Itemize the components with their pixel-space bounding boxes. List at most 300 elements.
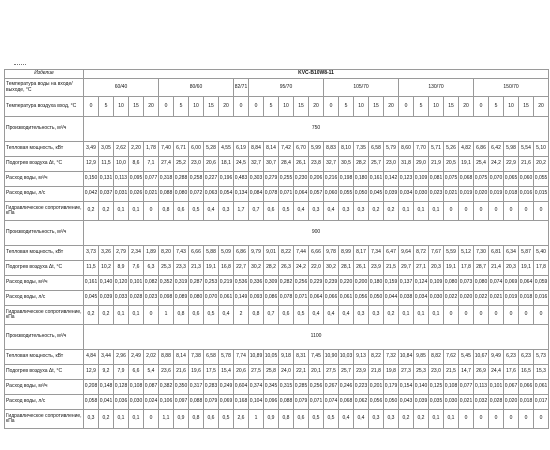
data-cell: 22,7 — [234, 261, 249, 276]
data-cell: 2,79 — [114, 246, 129, 261]
data-cell: 24,4 — [489, 365, 504, 380]
data-cell: 0,3 — [84, 410, 99, 429]
data-cell: 23,0 — [429, 365, 444, 380]
data-cell: 0,161 — [369, 172, 384, 187]
data-cell: 0,140 — [414, 380, 429, 395]
data-cell: 21,5 — [444, 365, 459, 380]
data-cell: 0,093 — [249, 291, 264, 306]
row-label: Гидравлическое сопротивление, кПа — [5, 202, 84, 221]
data-cell: 0 — [459, 202, 474, 221]
data-cell: 0,246 — [339, 380, 354, 395]
data-cell: 10,03 — [339, 350, 354, 365]
data-cell: 0,1 — [399, 306, 414, 325]
data-cell: 0,1 — [129, 306, 144, 325]
data-cell: 24,2 — [294, 261, 309, 276]
data-cell: 0,249 — [219, 380, 234, 395]
data-cell: 25,4 — [474, 157, 489, 172]
data-cell: 26,9 — [474, 365, 489, 380]
capacity-row — [5, 221, 549, 246]
data-cell: 12,9 — [84, 157, 99, 172]
data-cell: 21,3 — [189, 261, 204, 276]
data-cell: 0,036 — [114, 395, 129, 410]
water-temp-group: 80/60 — [159, 79, 234, 97]
data-cell: 5,99 — [309, 142, 324, 157]
data-cell: 0,109 — [429, 276, 444, 291]
air-temp-value: 0 — [84, 97, 99, 117]
data-cell: 0,055 — [339, 187, 354, 202]
data-cell: 0,604 — [234, 380, 249, 395]
data-cell: 0,3 — [369, 410, 384, 429]
data-cell: 6,6 — [129, 365, 144, 380]
data-cell: 0,039 — [99, 291, 114, 306]
data-cell: 0,120 — [114, 276, 129, 291]
data-cell: 0,084 — [249, 187, 264, 202]
air-temp-value: 15 — [519, 97, 534, 117]
data-cell: 17,8 — [534, 261, 549, 276]
data-cell: 0 — [444, 202, 459, 221]
row-label: Тепловая мощность, кВт — [5, 350, 84, 365]
data-cell: 0 — [489, 306, 504, 325]
data-cell: 5,26 — [444, 142, 459, 157]
capacity-row — [5, 325, 549, 350]
data-cell: 5,78 — [219, 350, 234, 365]
data-cell: 5,71 — [429, 142, 444, 157]
data-cell: 0,5 — [324, 410, 339, 429]
data-cell: 0,303 — [249, 172, 264, 187]
data-cell: 0,2 — [369, 202, 384, 221]
data-cell: 0,037 — [99, 187, 114, 202]
water-temp-group: 82/71 — [234, 79, 249, 97]
data-cell: 25,2 — [174, 157, 189, 172]
data-cell: 0,078 — [264, 187, 279, 202]
data-cell: 0,229 — [309, 276, 324, 291]
data-cell: 0,5 — [279, 202, 294, 221]
data-cell: 8,83 — [324, 142, 339, 157]
data-cell: 0,350 — [174, 380, 189, 395]
data-cell: 27,3 — [399, 365, 414, 380]
data-cell: 0,106 — [159, 395, 174, 410]
data-cell: 0,041 — [99, 395, 114, 410]
data-cell: 0,043 — [399, 395, 414, 410]
data-cell: 21,6 — [174, 365, 189, 380]
data-cell: 0,309 — [264, 276, 279, 291]
data-cell: 0,035 — [429, 395, 444, 410]
data-cell: 8,82 — [429, 350, 444, 365]
data-cell: 19,1 — [204, 261, 219, 276]
data-cell: 0 — [534, 410, 549, 429]
data-cell: 9,13 — [354, 350, 369, 365]
data-cell: 8,20 — [159, 246, 174, 261]
data-cell: 10,90 — [324, 350, 339, 365]
data-cell: 0,038 — [399, 291, 414, 306]
data-cell: 0,088 — [279, 395, 294, 410]
data-cell: 0 — [504, 410, 519, 429]
air-temp-value: 10 — [114, 97, 129, 117]
data-cell: 0,071 — [279, 187, 294, 202]
data-cell: 0,061 — [534, 380, 549, 395]
data-cell: 17,8 — [459, 261, 474, 276]
data-cell: 0,060 — [324, 187, 339, 202]
data-row — [5, 365, 549, 380]
data-cell: 6,70 — [294, 142, 309, 157]
data-cell: 0,073 — [459, 276, 474, 291]
data-cell: 0,255 — [279, 172, 294, 187]
data-cell: 22,1 — [294, 365, 309, 380]
data-cell: 7,62 — [444, 350, 459, 365]
data-cell: 7,67 — [429, 246, 444, 261]
data-cell: 0,1 — [399, 202, 414, 221]
data-cell: 7,34 — [369, 246, 384, 261]
water-temp-label: Температура воды на входе/выходе, °С — [5, 79, 84, 97]
data-cell: 4,82 — [459, 142, 474, 157]
data-cell: 0,062 — [354, 395, 369, 410]
data-cell: 28,7 — [474, 261, 489, 276]
data-cell: 7,35 — [354, 142, 369, 157]
data-cell: 7,30 — [474, 246, 489, 261]
data-cell: 5,09 — [219, 246, 234, 261]
data-cell: 0,2 — [99, 306, 114, 325]
data-cell: 8,60 — [399, 142, 414, 157]
data-cell: 2 — [234, 306, 249, 325]
data-cell: 26,3 — [279, 261, 294, 276]
data-cell: 0,104 — [249, 395, 264, 410]
data-cell: 0,113 — [114, 172, 129, 187]
data-cell: 12,9 — [84, 365, 99, 380]
row-label: Подогрев воздуха Δt, °С — [5, 365, 84, 380]
data-cell: 0,5 — [219, 410, 234, 429]
data-cell: 0 — [534, 306, 549, 325]
data-row — [5, 276, 549, 291]
data-cell: 0,082 — [144, 276, 159, 291]
data-cell: 0,318 — [159, 172, 174, 187]
data-cell: 0,2 — [384, 306, 399, 325]
data-cell: 5,54 — [519, 142, 534, 157]
data-cell: 0,1 — [414, 202, 429, 221]
air-temp-value: 0 — [159, 97, 174, 117]
data-cell: 0,067 — [504, 380, 519, 395]
capacity-row — [5, 117, 549, 142]
data-cell: 0,1 — [114, 306, 129, 325]
data-cell: 0,050 — [384, 395, 399, 410]
data-cell: 0,020 — [459, 291, 474, 306]
data-cell: 11,5 — [84, 261, 99, 276]
data-cell: 0,6 — [174, 202, 189, 221]
data-cell: 20,2 — [534, 157, 549, 172]
air-temp-value: 10 — [279, 97, 294, 117]
data-cell: 0,352 — [159, 276, 174, 291]
data-cell: 0,024 — [144, 395, 159, 410]
data-cell: 0,080 — [474, 276, 489, 291]
row-label: Подогрев воздуха Δt, °С — [5, 261, 84, 276]
data-cell: 0,159 — [384, 276, 399, 291]
data-cell: 0,071 — [294, 291, 309, 306]
data-cell: 0,089 — [174, 291, 189, 306]
data-cell: 23,0 — [189, 157, 204, 172]
air-temp-value: 10 — [429, 97, 444, 117]
data-cell: 0,078 — [279, 291, 294, 306]
data-cell: 4,84 — [84, 350, 99, 365]
data-cell: 8,22 — [279, 246, 294, 261]
data-cell: 6,58 — [204, 350, 219, 365]
data-cell: 0,066 — [519, 380, 534, 395]
data-cell: 0,149 — [234, 291, 249, 306]
data-cell: 2,96 — [114, 350, 129, 365]
air-temp-value: 15 — [204, 97, 219, 117]
data-cell: 8,17 — [354, 246, 369, 261]
data-cell: 0,055 — [534, 172, 549, 187]
data-cell: 14,7 — [459, 365, 474, 380]
data-cell: 30,5 — [339, 157, 354, 172]
data-cell: 0,142 — [384, 172, 399, 187]
data-cell: 0,206 — [309, 172, 324, 187]
data-cell: 9,79 — [249, 246, 264, 261]
data-cell: 0,034 — [414, 291, 429, 306]
data-cell: 23,6 — [159, 365, 174, 380]
data-cell: 0,148 — [99, 380, 114, 395]
data-cell: 0,2 — [84, 202, 99, 221]
data-cell: 0 — [144, 202, 159, 221]
data-cell: 20,5 — [444, 157, 459, 172]
air-temp-value: 20 — [309, 97, 324, 117]
data-cell: 5,87 — [519, 246, 534, 261]
data-cell: 7,32 — [384, 350, 399, 365]
data-cell: 0,125 — [429, 380, 444, 395]
data-cell: 0,045 — [84, 291, 99, 306]
data-row — [5, 306, 549, 325]
data-cell: 3,73 — [84, 246, 99, 261]
data-cell: 0,030 — [444, 395, 459, 410]
data-cell: 0,200 — [354, 276, 369, 291]
data-cell: 0,075 — [444, 172, 459, 187]
data-cell: 0,4 — [339, 410, 354, 429]
air-temp-value: 15 — [294, 97, 309, 117]
data-cell: 5,79 — [384, 142, 399, 157]
data-cell: 0,068 — [339, 395, 354, 410]
data-cell: 27,5 — [324, 365, 339, 380]
data-cell: 0,9 — [264, 410, 279, 429]
data-cell: 0,483 — [234, 172, 249, 187]
data-cell: 0,045 — [369, 187, 384, 202]
data-cell: 0 — [144, 410, 159, 429]
data-cell: 6,34 — [504, 246, 519, 261]
data-cell: 0,020 — [474, 187, 489, 202]
data-cell: 0,015 — [534, 187, 549, 202]
data-cell: 9,49 — [489, 350, 504, 365]
data-cell: 0,086 — [264, 291, 279, 306]
data-cell: 5,73 — [534, 350, 549, 365]
data-cell: 0,021 — [459, 395, 474, 410]
data-cell: 0,3 — [354, 202, 369, 221]
data-cell: 20,6 — [234, 365, 249, 380]
data-cell: 0,022 — [444, 291, 459, 306]
data-cell: 20,3 — [504, 261, 519, 276]
data-cell: 10,2 — [99, 261, 114, 276]
data-cell: 0,4 — [294, 202, 309, 221]
data-cell: 0,069 — [219, 395, 234, 410]
data-cell: 0 — [459, 306, 474, 325]
data-cell: 23,8 — [309, 157, 324, 172]
data-cell: 7,45 — [309, 350, 324, 365]
data-cell: 0,220 — [339, 276, 354, 291]
data-cell: 3,05 — [99, 142, 114, 157]
data-cell: 0,198 — [339, 172, 354, 187]
data-cell: 0,4 — [219, 306, 234, 325]
data-cell: 0,031 — [114, 187, 129, 202]
data-cell: 28,1 — [339, 261, 354, 276]
data-cell: 0 — [489, 202, 504, 221]
data-cell: 5,40 — [534, 246, 549, 261]
data-cell: 29,7 — [399, 261, 414, 276]
data-cell: 0,056 — [354, 291, 369, 306]
data-cell: 2,6 — [234, 410, 249, 429]
data-cell: 23,9 — [369, 261, 384, 276]
data-cell: 16,5 — [519, 365, 534, 380]
air-temp-value: 10 — [504, 97, 519, 117]
data-cell: 0,028 — [129, 291, 144, 306]
data-cell: 0,018 — [519, 291, 534, 306]
data-row — [5, 395, 549, 410]
data-cell: 9,18 — [279, 350, 294, 365]
data-cell: 0,2 — [84, 306, 99, 325]
data-cell: 0,018 — [519, 395, 534, 410]
data-cell: 0,150 — [84, 172, 99, 187]
data-cell: 0,066 — [324, 291, 339, 306]
data-cell: 0,1 — [129, 202, 144, 221]
data-cell: 0,256 — [294, 276, 309, 291]
data-cell: 2,02 — [144, 350, 159, 365]
data-cell: 7,9 — [114, 365, 129, 380]
data-cell: 0,219 — [219, 276, 234, 291]
data-cell: 0,2 — [99, 410, 114, 429]
air-temp-value: 20 — [219, 97, 234, 117]
data-cell: 17,5 — [204, 365, 219, 380]
data-cell: 27,1 — [414, 261, 429, 276]
data-cell: 8,99 — [339, 246, 354, 261]
data-cell: 0,079 — [294, 395, 309, 410]
data-cell: 31,8 — [399, 157, 414, 172]
data-cell: 0,267 — [324, 380, 339, 395]
row-label: Расход воды, м³/ч — [5, 276, 84, 291]
capacity-label: Производительность, м³/ч — [5, 117, 84, 142]
data-cell: 0,068 — [459, 172, 474, 187]
data-cell: 6,42 — [489, 142, 504, 157]
data-row — [5, 350, 549, 365]
data-cell: 0,5 — [189, 202, 204, 221]
data-cell: 8,84 — [249, 142, 264, 157]
spec-table — [4, 69, 549, 429]
data-cell: 8,88 — [159, 350, 174, 365]
data-cell: 7,70 — [414, 142, 429, 157]
data-cell: 0 — [519, 202, 534, 221]
data-cell: 0,6 — [204, 410, 219, 429]
data-cell: 0,208 — [84, 380, 99, 395]
data-cell: 5,4 — [144, 365, 159, 380]
data-cell: 0,060 — [519, 172, 534, 187]
data-cell: 0,079 — [204, 395, 219, 410]
data-cell: 0,2 — [399, 410, 414, 429]
water-temp-group: 105/70 — [324, 79, 399, 97]
data-cell: 19,8 — [384, 365, 399, 380]
air-temp-value: 20 — [144, 97, 159, 117]
data-cell: 0,074 — [489, 276, 504, 291]
data-cell: 0,023 — [429, 187, 444, 202]
data-cell: 7,42 — [279, 142, 294, 157]
data-cell: 0,058 — [84, 395, 99, 410]
data-cell: 0,382 — [159, 380, 174, 395]
data-cell: 9,78 — [324, 246, 339, 261]
data-cell: 1,1 — [159, 410, 174, 429]
data-cell: 5,98 — [504, 142, 519, 157]
data-cell: 21,9 — [429, 157, 444, 172]
data-cell: 25,3 — [159, 261, 174, 276]
data-cell: 0 — [534, 202, 549, 221]
data-cell: 0,039 — [414, 395, 429, 410]
air-temp-value: 10 — [354, 97, 369, 117]
air-temp-value: 0 — [249, 97, 264, 117]
data-cell: 0,1 — [429, 202, 444, 221]
data-cell: 0,317 — [189, 380, 204, 395]
data-cell: 0,123 — [399, 172, 414, 187]
data-cell: 0,5 — [309, 410, 324, 429]
row-label: Гидравлическое сопротивление, кПа — [5, 306, 84, 325]
data-cell: 0,030 — [429, 291, 444, 306]
row-label: Тепловая мощность, кВт — [5, 142, 84, 157]
data-cell: 0 — [519, 306, 534, 325]
data-cell: 0,081 — [429, 172, 444, 187]
data-cell: 1,78 — [144, 142, 159, 157]
data-cell: 15,3 — [534, 365, 549, 380]
data-cell: 0,050 — [354, 187, 369, 202]
data-cell: 0,056 — [369, 395, 384, 410]
data-cell: 6,23 — [504, 350, 519, 365]
data-cell: 0,034 — [399, 187, 414, 202]
data-cell: 0,1 — [444, 410, 459, 429]
data-cell: 5,88 — [204, 246, 219, 261]
data-cell: 23,0 — [384, 157, 399, 172]
data-cell: 0,1 — [129, 410, 144, 429]
data-cell: 0,2 — [384, 202, 399, 221]
data-cell: 0,071 — [309, 395, 324, 410]
data-cell: 0,088 — [159, 187, 174, 202]
data-cell: 0,288 — [174, 172, 189, 187]
data-cell: 0,336 — [249, 276, 264, 291]
data-cell: 19,1 — [444, 261, 459, 276]
data-cell: 7,40 — [159, 142, 174, 157]
data-cell: 0,9 — [174, 410, 189, 429]
data-cell: 29,0 — [414, 157, 429, 172]
data-row — [5, 172, 549, 187]
data-cell: 23,3 — [174, 261, 189, 276]
data-cell: 6,3 — [144, 261, 159, 276]
data-cell: 0,030 — [129, 395, 144, 410]
data-cell: 0,3 — [384, 410, 399, 429]
data-cell: 10,67 — [474, 350, 489, 365]
row-label: Тепловая мощность, кВт — [5, 246, 84, 261]
data-cell: 10,89 — [249, 350, 264, 365]
data-cell: 0,345 — [264, 380, 279, 395]
data-cell: 30,2 — [249, 261, 264, 276]
data-cell: 10,0 — [114, 157, 129, 172]
data-cell: 0,4 — [324, 202, 339, 221]
data-cell: 0,134 — [234, 187, 249, 202]
data-cell: 0,6 — [294, 410, 309, 429]
data-row — [5, 246, 549, 261]
data-cell: 0,072 — [189, 187, 204, 202]
data-cell: 9,64 — [399, 246, 414, 261]
data-cell: 24,2 — [489, 157, 504, 172]
data-cell: 0,258 — [189, 172, 204, 187]
data-cell: 0,063 — [204, 187, 219, 202]
